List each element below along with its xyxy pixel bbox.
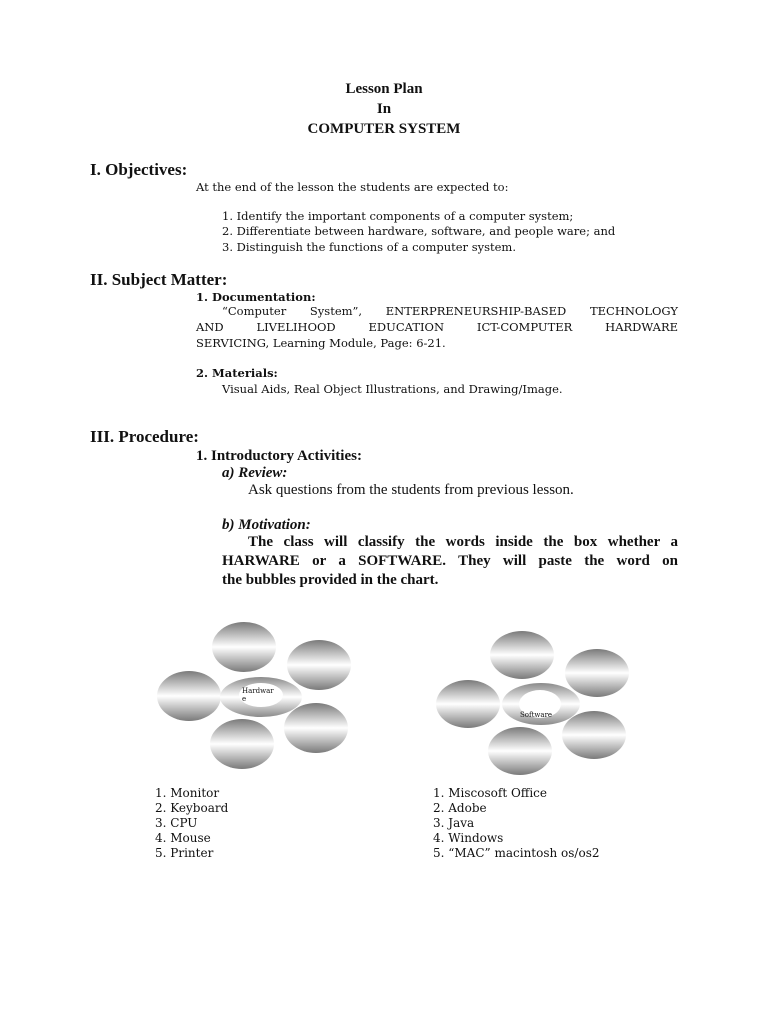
software-center-label — [519, 690, 561, 718]
list-item: 4. Windows — [433, 831, 504, 845]
motivation-line-3: the bubbles provided in the chart. — [222, 572, 439, 588]
list-item: 3. Java — [433, 816, 475, 830]
hardware-list — [155, 786, 228, 861]
objectives-heading: I. Objectives: — [90, 160, 188, 179]
bubble — [287, 640, 351, 690]
software-bubble-diagram — [430, 625, 640, 785]
subject-matter-heading: II. Subject Matter: — [90, 270, 228, 289]
bubble — [212, 622, 276, 672]
list-item: 1. Miscosoft Office — [433, 786, 547, 800]
title-line-2: In — [376, 101, 392, 117]
bubble — [565, 649, 629, 697]
motivation-line-1: The class will classify the words inside the box whether a — [248, 534, 678, 550]
bubble — [490, 631, 554, 679]
procedure-heading: III. Procedure: — [90, 427, 199, 446]
objectives-intro: At the end of the lesson the students are expected to: — [196, 180, 509, 194]
list-item: 5. Printer — [155, 846, 214, 860]
documentation-line-2: AND LIVELIHOOD EDUCATION ICT-COMPUTER HARDWARE — [196, 320, 678, 334]
list-item: 1. Monitor — [155, 786, 220, 800]
documentation-label: 1. Documentation: — [196, 290, 316, 304]
hardware-center-text-line-2: e — [242, 695, 247, 703]
list-item: 4. Mouse — [155, 831, 211, 845]
bubble — [157, 671, 221, 721]
motivation-label: b) Motivation: — [222, 517, 311, 533]
software-list — [433, 786, 600, 861]
bubble — [284, 703, 348, 753]
bubble — [436, 680, 500, 728]
hardware-center-label — [239, 683, 283, 707]
materials-label: 2. Materials: — [196, 366, 278, 380]
bubble — [210, 719, 274, 769]
list-item: 3. CPU — [155, 816, 198, 830]
introductory-activities-label: 1. Introductory Activities: — [196, 448, 362, 464]
list-item: 2. Adobe — [433, 801, 487, 815]
review-text: Ask questions from the students from previous lesson. — [248, 482, 574, 498]
objective-item-1: 1. Identify the important components of a computer system; — [222, 209, 574, 223]
list-item: 5. “MAC” macintosh os/os2 — [433, 846, 600, 860]
objective-item-3: 3. Distinguish the functions of a computer system. — [222, 240, 516, 254]
bubble — [562, 711, 626, 759]
bubble — [488, 727, 552, 775]
title-line-3: COMPUTER SYSTEM — [307, 121, 461, 137]
software-center-text: Software — [520, 711, 553, 719]
documentation-line-3: SERVICING, Learning Module, Page: 6-21. — [196, 336, 446, 350]
motivation-line-2: HARWARE or a SOFTWARE. They will paste the word on — [222, 553, 678, 569]
title-line-1: Lesson Plan — [345, 81, 423, 97]
hardware-center-text-line-1: Hardwar — [242, 687, 274, 695]
documentation-line-1: “Computer System”, ENTERPRENEURSHIP-BASED TECHNOLOGY — [222, 304, 678, 318]
materials-text: Visual Aids, Real Object Illustrations, and Drawing/Image. — [222, 382, 563, 396]
list-item: 2. Keyboard — [155, 801, 229, 815]
objective-item-2: 2. Differentiate between hardware, software, and people ware; and — [222, 224, 616, 238]
hardware-bubble-diagram — [150, 615, 360, 775]
review-label: a) Review: — [222, 465, 288, 481]
